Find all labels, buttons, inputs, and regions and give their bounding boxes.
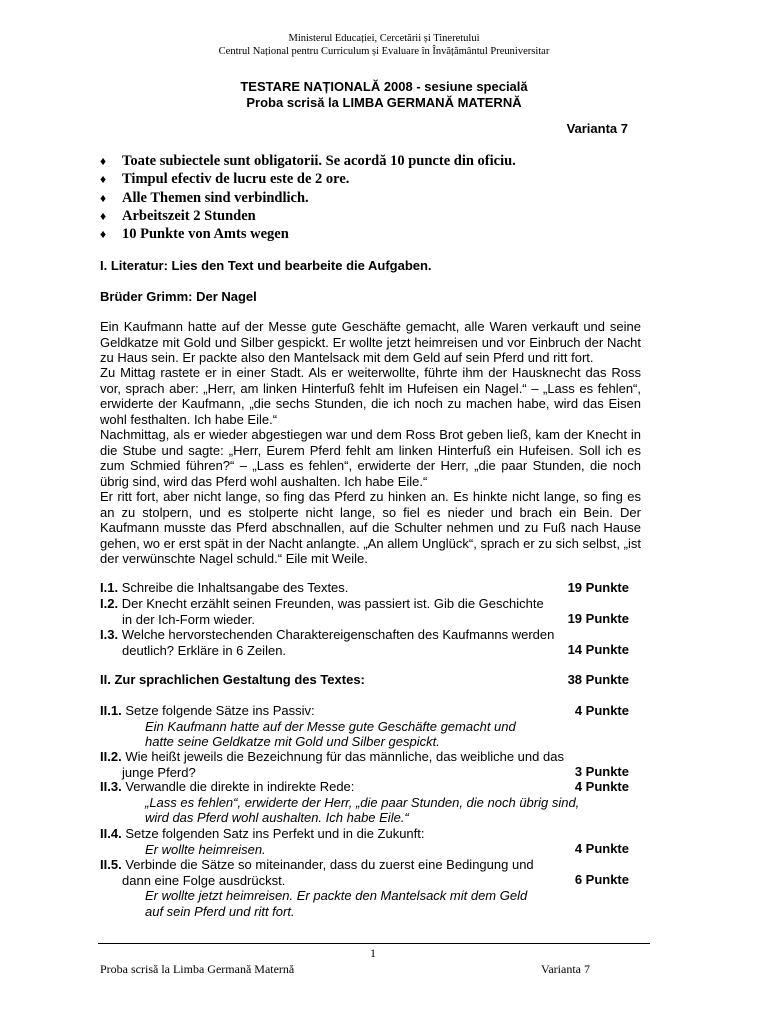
diamond-bullet-icon: ♦ <box>100 190 107 205</box>
task-i1: I.1. Schreibe die Inhaltsangabe des Textes. <box>100 580 349 595</box>
story-paragraph: Er ritt fort, aber nicht lange, so fing das Pferd zu hinken an. Es hinkte nicht lange, so fing es an zu stolpern, und es stolperte nicht lange, so fiel es nieder und brach ein Bein. Der Kaufmann musste das Pferd abschnallen, auf die Schulter nehmen und zu Fuß nach Hause gehen, wo er erst spät in der Nacht anlangte. „An allem Unglück“, sprach er zu sich selbst, „ist der verwünschte Nagel schuld.“ Eile mit Weile. <box>100 489 641 566</box>
header-center: Centrul Național pentru Curriculum și Evaluare în Învățământul Preuniversitar <box>218 46 550 57</box>
story-paragraph: Ein Kaufmann hatte auf der Messe gute Geschäfte gemacht, alle Waren verkauft und seine Geldkatze mit Gold und Silber gespickt. Er wollte jetzt heimreisen und vor Einbruch der Nacht zu Haus sein. Er packte also den Mantelsack mit dem Geld auf sein Pferd und ritt fort. <box>100 319 641 365</box>
story-title: Brüder Grimm: Der Nagel <box>100 289 257 304</box>
instruction-item: ♦ Timpul efectiv de lucru este de 2 ore. <box>100 171 350 188</box>
story-paragraph: Nachmittag, als er wieder abgestiegen war und dem Ross Brot geben ließ, kam der Knecht in die Stube und sagte: „Herr, Eurem Pferd fehlt am linken Hinterfuß ein Hufeisen. Soll ich es zum Schmied führen?“ – „Lass es fehlen“, erwiderte der Herr, „die paar Stunden, die noch übrig sind, wird das Pferd wohl aushalten. Ich habe Eile.“ <box>100 427 641 489</box>
task-ii5: II.5. Verbinde die Sätze so miteinander, dass du zuerst eine Bedingung und dann eine Folge ausdrückst. Er wollte jetzt heimreisen. Er packte den Mantelsack mit dem Geld auf sein Pferd und ritt fort. <box>100 857 534 919</box>
task-ii4-points: 4 Punkte <box>574 841 629 856</box>
diamond-bullet-icon: ♦ <box>100 208 107 223</box>
instruction-item: ♦ Arbeitszeit 2 Stunden <box>100 207 256 224</box>
footer-divider <box>98 943 650 944</box>
task-ii4: II.4. Setze folgenden Satz ins Perfekt und in die Zukunft: Er wollte heimreisen. <box>100 826 425 857</box>
instruction-item: ♦ Alle Themen sind verbindlich. <box>100 189 309 206</box>
instructions-list <box>100 152 516 243</box>
task-i3: I.3. Welche hervorstechenden Charaktereigenschaften des Kaufmanns werden deutlich? Erkläre in 6 Zeilen. <box>100 627 555 658</box>
story-paragraph: Zu Mittag rastete er in einer Stadt. Als er weiterwollte, führte ihm der Hausknecht das Ross vor, sprach aber: „Herr, am linken Hinterfuß fehlt im Hufeisen ein Nagel.“ – „Lass es fehlen“, erwiderte der Kaufmann, „die sechs Stunden, die ich noch zu machen habe, wird das Eisen wohl festhalten. Ich habe Eile.“ <box>100 365 641 427</box>
diamond-bullet-icon: ♦ <box>100 154 107 168</box>
task-ii1-points: 4 Punkte <box>574 703 629 718</box>
task-i2-points: 19 Punkte <box>567 611 629 626</box>
diamond-bullet-icon: ♦ <box>100 227 107 242</box>
header-ministry: Ministerul Educației, Cercetării și Tineretului <box>288 33 480 44</box>
exam-subtitle: Proba scrisă la LIMBA GERMANĂ MATERNĂ <box>246 95 522 110</box>
diamond-bullet-icon: ♦ <box>100 172 107 187</box>
task-ii3-points: 4 Punkte <box>574 779 629 794</box>
varianta-label: Varianta 7 <box>566 121 628 136</box>
instruction-item: ♦ Toate subiectele sunt obligatorii. Se acordă 10 puncte din oficiu. <box>100 153 516 169</box>
task-ii2: II.2. Wie heißt jeweils die Bezeichnung für das männliche, das weibliche und das junge Pferd? <box>100 749 564 780</box>
section-2-heading: II. Zur sprachlichen Gestaltung des Textes: <box>100 672 365 687</box>
task-i2: I.2. Der Knecht erzählt seinen Freunden, was passiert ist. Gib die Geschichte in der Ich-Form wieder. <box>100 596 544 627</box>
task-i1-points: 19 Punkte <box>567 580 629 595</box>
footer-left: Proba scrisă la Limba Germană Maternă <box>100 962 295 976</box>
task-i3-points: 14 Punkte <box>567 642 629 657</box>
instruction-item: ♦ 10 Punkte von Amts wegen <box>100 226 289 243</box>
task-ii3: II.3. Verwandle die direkte in indirekte Rede: „Lass es fehlen“, erwiderte der Herr, „die paar Stunden, die noch übrig sind, wird das Pferd wohl aushalten. Ich habe Eile.“ <box>100 779 580 825</box>
section-2-points: 38 Punkte <box>567 672 629 687</box>
footer-right: Varianta 7 <box>541 962 590 976</box>
task-ii5-points: 6 Punkte <box>574 872 629 887</box>
section-1-heading: I. Literatur: Lies den Text und bearbeite die Aufgaben. <box>100 258 432 273</box>
task-ii1: II.1. Setze folgende Sätze ins Passiv: Ein Kaufmann hatte auf der Messe gute Geschäfte gemacht und hatte seine Geldkatze mit Gold und Silber gespickt. <box>100 703 516 749</box>
exam-title: TESTARE NAȚIONALĂ 2008 - sesiune specială <box>240 79 528 94</box>
page-number: 1 <box>370 946 376 960</box>
task-ii2-points: 3 Punkte <box>574 764 629 779</box>
